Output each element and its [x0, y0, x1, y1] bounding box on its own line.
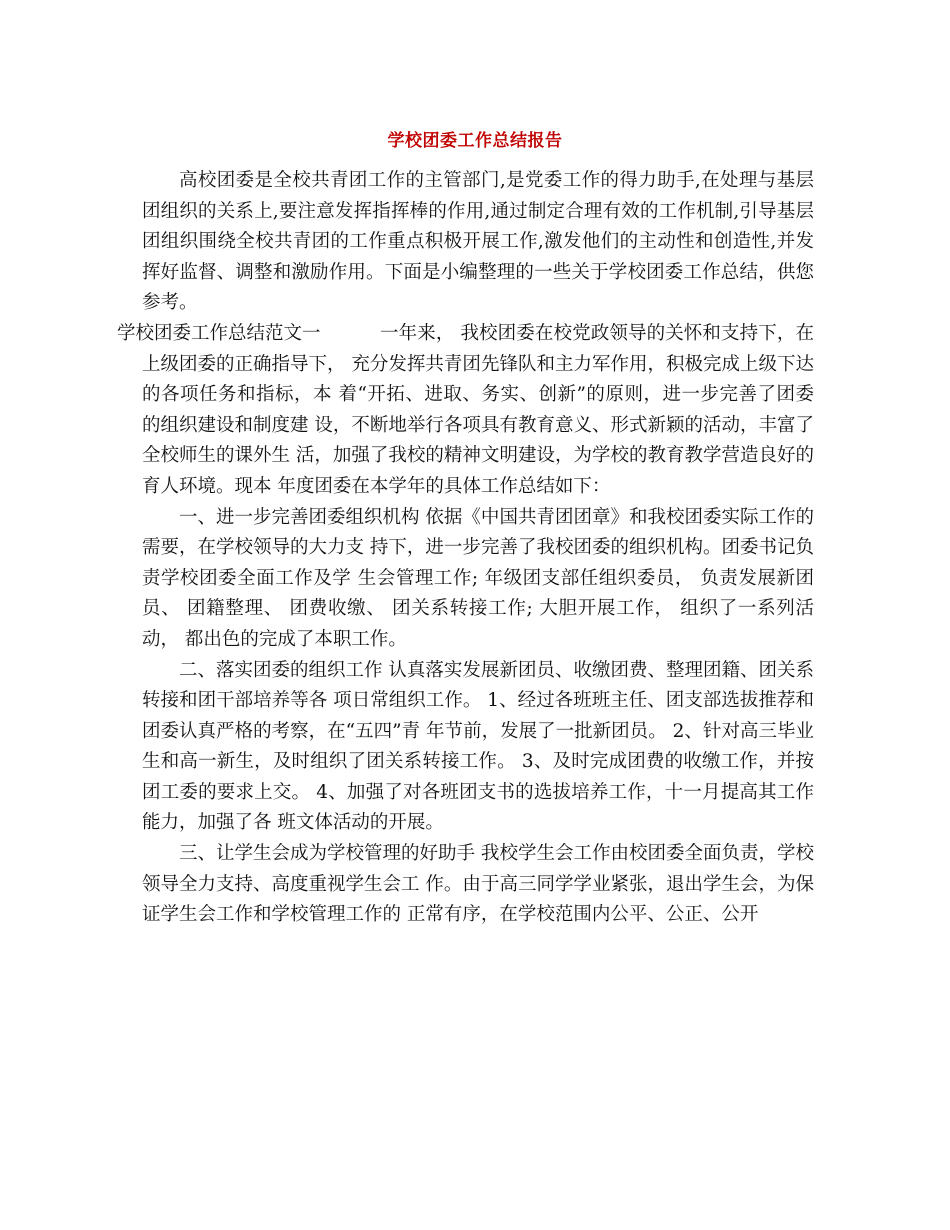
section-heading: 学校团委工作总结范文一 — [117, 322, 321, 344]
document-body — [117, 166, 814, 931]
document-title: 学校团委工作总结报告 — [387, 131, 563, 151]
section-body: 一年来， 我校团委在校党政领导的关怀和支持下，在上级团委的正确指导下， 充分发挥共青团先锋队和主力军作用，积极完成上级下达的各项任务和指标，本 着“开拓、进取、务实、创新”的原则，进一步完善了团委的组织建设和制度建 设，不断地举行各项具有教育意义、形式新颖的活动，丰富了全校师生的课外生 活，加强了我校的精神文明建设，为学校的教育教学营造良好的育人环境。现本 年度团委在本学年的具体工作总结如下： — [142, 322, 814, 497]
paragraph-organization: 一、进一步完善团委组织机构 依据《中国共青团团章》和我校团委实际工作的需要，在学校领导的大力支 持下，进一步完善了我校团委的组织机构。团委书记负责学校团委全面工作及学 生会管理工作; 年级团支部任组织委员， 负责发展新团员、 团籍整理、 团费收缴、 团关系转接工作; 大胆开展工作， 组织了一系列活动， 都出色的完成了本职工作。 — [142, 506, 814, 650]
paragraph-student-union: 三、让学生会成为学校管理的好助手 我校学生会工作由校团委全面负责，学校领导全力支持、高度重视学生会工 作。由于高三同学学业紧张，退出学生会，为保证学生会工作和学校管理工作的 正常有序，在学校范围内公平、公正、公开 — [142, 843, 814, 926]
intro-paragraph: 高校团委是全校共青团工作的主管部门,是党委工作的得力助手,在处理与基层团组织的关系上,要注意发挥指挥棒的作用,通过制定合理有效的工作机制,引导基层团组织围绕全校共青团的工作重点积极开展工作,激发他们的主动性和创造性,并发挥好监督、调整和激励作用。下面是小编整理的一些关于学校团委工作总结，供您参考。 — [142, 170, 814, 314]
section-example-one — [117, 319, 814, 503]
paragraph-organizational-work: 二、落实团委的组织工作 认真落实发展新团员、收缴团费、整理团籍、团关系转接和团干部培养等各 项日常组织工作。 1、经过各班班主任、团支部选拔推荐和团委认真严格的考察，在“五四”青 年节前，发展了一批新团员。 2、针对高三毕业生和高一新生，及时组织了团关系转接工作。 3、及时完成团费的收缴工作，并按团工委的要求上交。 4、加强了对各班团支书的选拔培养工作，十一月提高其工作能力，加强了各 班文体活动的开展。 — [142, 659, 814, 834]
